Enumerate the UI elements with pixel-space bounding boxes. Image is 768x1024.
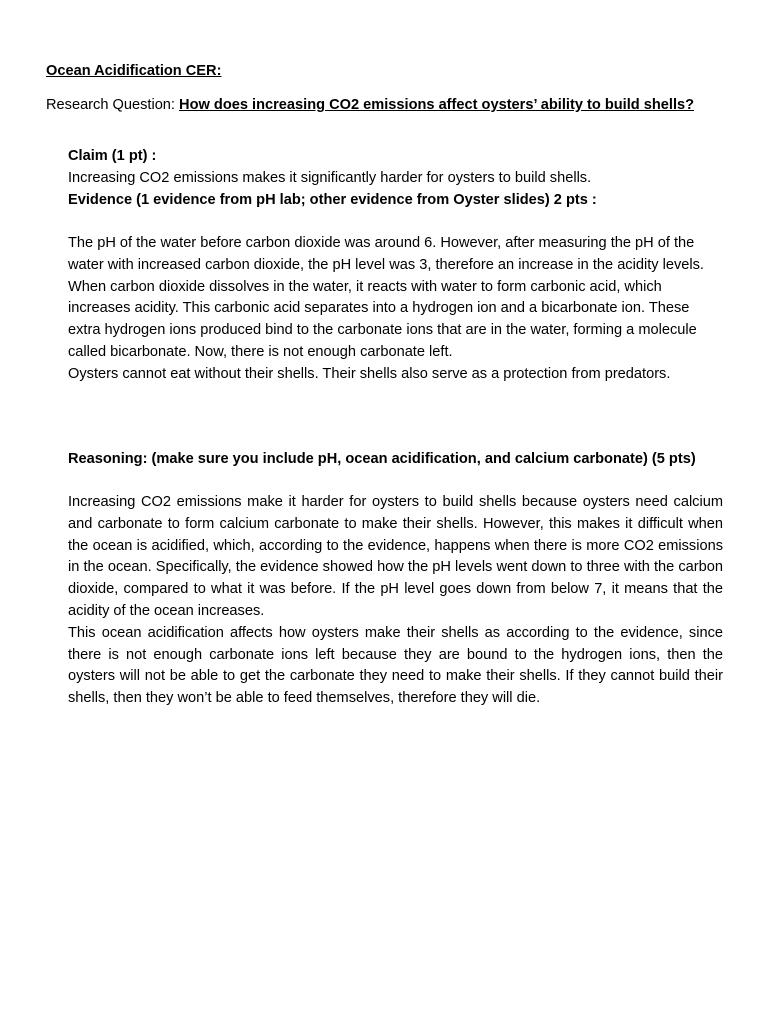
reasoning-paragraph: Increasing CO2 emissions make it harder for oysters to build shells because oysters need calcium and carbonate to form calcium carbonate to make their shells. However, this makes it difficult when the ocean is acidified, which, according to the evidence, happens when there is more CO2 emissions in the ocean. Specifically, the evidence showed how the pH levels went down to three with the carbon dioxide, compared to what it was before. If the pH level goes down from below 7, it means that the acidity of the ocean increases. <box>68 494 723 619</box>
research-question-line <box>46 95 694 117</box>
reasoning-paragraph: This ocean acidification affects how oysters make their shells as according to the evidence, since there is not enough carbonate ions left because they are bound to the hydrogen ions, then the oysters will not be able to get the carbonate they need to make their shells. If they cannot build their shells, then they won’t be able to feed themselves, therefore they will die. <box>68 624 723 707</box>
reasoning-body <box>68 492 723 710</box>
research-question-text: How does increasing CO2 emissions affect oysters’ ability to build shells? <box>179 97 695 113</box>
evidence-heading: Evidence (1 evidence from pH lab; other evidence from Oyster slides) 2 pts : <box>68 191 597 208</box>
claim-text: Increasing CO2 emissions makes it significantly harder for oysters to build shells. <box>68 169 592 186</box>
evidence-body <box>68 233 723 386</box>
evidence-paragraph: Oysters cannot eat without their shells. Their shells also serve as a protection from predators. <box>68 365 671 382</box>
claim-evidence-section <box>68 146 723 211</box>
claim-heading: Claim (1 pt) : <box>68 148 157 164</box>
research-question-label: Research Question: <box>46 97 175 113</box>
evidence-paragraph: The pH of the water before carbon dioxide was around 6. However, after measuring the pH of the water with increased carbon dioxide, the pH level was 3, therefore an increase in the acidity levels. <box>68 235 704 273</box>
evidence-paragraph: When carbon dioxide dissolves in the water, it reacts with water to form carbonic acid, which increases acidity. This carbonic acid separates into a hydrogen ion and a bicarbonate ion. These extra hydrogen ions produced bind to the carbonate ions that are in the water, forming a molecule called bicarbonate. Now, there is not enough carbonate left. <box>68 278 697 360</box>
reasoning-heading: Reasoning: (make sure you include pH, ocean acidification, and calcium carbonate) (5 pts) <box>68 451 696 467</box>
document-title: Ocean Acidification CER: <box>46 63 222 79</box>
